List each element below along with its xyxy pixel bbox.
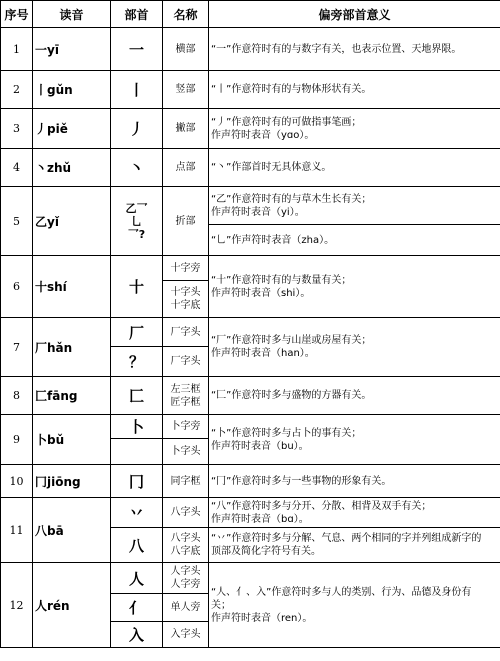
row-meaning: “丨”作意符时有的与物体形状有关。: [209, 71, 500, 109]
row-name: 厂字头: [163, 347, 209, 377]
row-name: 卜字头: [163, 439, 209, 465]
meaning-line: “人、亻、入”作意符时多与人的类别、行为、品德及身份有: [211, 586, 472, 598]
row-number: 9: [1, 415, 33, 465]
row-meaning: [209, 528, 500, 563]
row-meaning: [209, 498, 500, 528]
row-name: 同字框: [163, 465, 209, 498]
row-name: 横部: [163, 28, 209, 71]
row-radical: ？: [111, 347, 163, 377]
meaning-line: 作声符时表音（yi）。: [211, 206, 305, 218]
row-radical: 厂: [111, 318, 163, 347]
col-header-number: 序号: [1, 1, 33, 28]
name-variant: 人字头: [170, 566, 201, 577]
name-variant: 八字底: [170, 546, 201, 557]
meaning-line: 作声符时表音（han）。: [211, 348, 315, 359]
radical-variant: 乚: [131, 214, 142, 228]
row-pinyin: 丶zhǔ: [33, 149, 111, 187]
row-pinyin: 十shí: [33, 256, 111, 318]
row-pinyin: 匚fāng: [33, 377, 111, 415]
table-row: [1, 415, 500, 439]
row-number: 4: [1, 149, 33, 187]
table-row: [1, 149, 500, 187]
meaning-line: 作声符时表音（shi）。: [211, 287, 311, 299]
row-radical: 丷: [111, 498, 163, 528]
row-name: 入字头: [163, 622, 209, 648]
row-meaning: [209, 256, 500, 318]
row-meaning: [209, 563, 500, 648]
row-number: 1: [1, 28, 33, 71]
row-name: 厂字头: [163, 318, 209, 347]
table-row: [1, 498, 500, 528]
row-meaning: [209, 109, 500, 149]
row-name: 撇部: [163, 109, 209, 149]
col-header-radical: 部首: [111, 1, 163, 28]
radical-variant: 乙乛: [125, 201, 148, 215]
row-number: 12: [1, 563, 33, 648]
row-pinyin: 人rén: [33, 563, 111, 648]
meaning-line: 作声符时表音（bu）。: [211, 440, 309, 452]
row-name: 八字头: [163, 498, 209, 528]
table-row: [1, 377, 500, 415]
meaning-line: “乙”作意符时有的与草木生长有关；: [211, 193, 372, 205]
row-pinyin: 八bā: [33, 498, 111, 563]
meaning-line: 作声符时表音（ren）。: [211, 612, 313, 624]
row-radical: 匚: [111, 377, 163, 415]
row-radical: 冂: [111, 465, 163, 498]
meaning-line: “八”作意符时多与分开、分散、相背及双手有关；: [211, 500, 432, 512]
table-row: [1, 318, 500, 347]
row-number: 10: [1, 465, 33, 498]
row-meaning: “冂”作意符时多与一些事物的形象有关。: [209, 465, 500, 498]
row-radical: 丿: [111, 109, 163, 149]
row-radical: 入: [111, 622, 163, 648]
row-meaning: “丶”作部首时无具体意义。: [209, 149, 500, 187]
header-row: [1, 1, 500, 28]
row-meaning: “匚”作意符时多与盛物的方器有关。: [209, 377, 500, 415]
row-radical: 人: [111, 563, 163, 594]
meaning-line: 关；: [211, 599, 231, 611]
row-name: [163, 563, 209, 594]
meaning-line: 顶部及简化字符号有关。: [211, 546, 321, 557]
row-name: [163, 528, 209, 563]
meaning-line: “丷”作意符时多与分解、气息、两个相同的字并列组成新字的: [211, 533, 482, 544]
table-row: [1, 563, 500, 594]
meaning-line: 作声符时表音（yɑo）。: [211, 129, 315, 141]
meaning-line: “丿”作意符时有的可做指事笔画；: [211, 116, 362, 128]
row-name: [163, 281, 209, 318]
table-row: [1, 109, 500, 149]
table-row: [1, 28, 500, 71]
row-name: 单人旁: [163, 594, 209, 622]
row-pinyin: 一yī: [33, 28, 111, 71]
col-header-pinyin: 读音: [33, 1, 111, 28]
col-header-meaning: 偏旁部首意义: [209, 1, 500, 28]
meaning-line: 作声符时表音（bɑ）。: [211, 513, 309, 525]
row-radical: 八: [111, 528, 163, 563]
row-name: 竖部: [163, 71, 209, 109]
row-radical: 十: [111, 256, 163, 318]
radical-variant: 乛?: [127, 227, 146, 241]
name-variant: 匠字框: [170, 396, 201, 408]
row-radical: 丶: [111, 149, 163, 187]
row-number: 7: [1, 318, 33, 377]
row-name: 点部: [163, 149, 209, 187]
name-variant: 人字旁: [170, 579, 201, 590]
row-radical: [111, 187, 163, 256]
table-row: [1, 187, 500, 225]
row-number: 8: [1, 377, 33, 415]
row-name: [163, 377, 209, 415]
row-pinyin: 丿piě: [33, 109, 111, 149]
row-meaning: “一”作意符时有的与数字有关，也表示位置、天地界限。: [209, 28, 500, 71]
name-variant: 十字头: [170, 287, 201, 298]
table-row: [1, 256, 500, 281]
row-meaning: [209, 318, 500, 377]
meaning-line: “十”作意符时有的与数量有关；: [211, 274, 352, 286]
row-pinyin: 乙yǐ: [33, 187, 111, 256]
table-row: [1, 465, 500, 498]
name-variant: 八字头: [170, 533, 201, 544]
row-meaning: “乚”作声符时表音（zha）。: [209, 225, 500, 256]
row-meaning: [209, 187, 500, 225]
row-number: 2: [1, 71, 33, 109]
table-row: [1, 71, 500, 109]
row-radical: 亻: [111, 594, 163, 622]
row-pinyin: 厂hǎn: [33, 318, 111, 377]
row-radical: 丨: [111, 71, 163, 109]
row-name: 折部: [163, 187, 209, 256]
row-pinyin: 卜bǔ: [33, 415, 111, 465]
row-name: 卜字旁: [163, 415, 209, 439]
name-variant: 十字底: [170, 300, 201, 311]
row-pinyin: 冂jiōng: [33, 465, 111, 498]
row-meaning: [209, 415, 500, 465]
row-pinyin: 丨gǔn: [33, 71, 111, 109]
name-variant: 左三框: [170, 383, 201, 395]
row-number: 6: [1, 256, 33, 318]
row-name: 十字旁: [163, 256, 209, 281]
row-radical: 一: [111, 28, 163, 71]
row-radical: 卜: [111, 415, 163, 439]
row-number: 11: [1, 498, 33, 563]
meaning-line: “厂”作意符时多与山崖或房屋有关；: [211, 335, 372, 346]
row-number: 5: [1, 187, 33, 256]
meaning-line: “卜”作意符时多与占卜的事有关；: [211, 427, 362, 439]
row-number: 3: [1, 109, 33, 149]
col-header-name: 名称: [163, 1, 209, 28]
